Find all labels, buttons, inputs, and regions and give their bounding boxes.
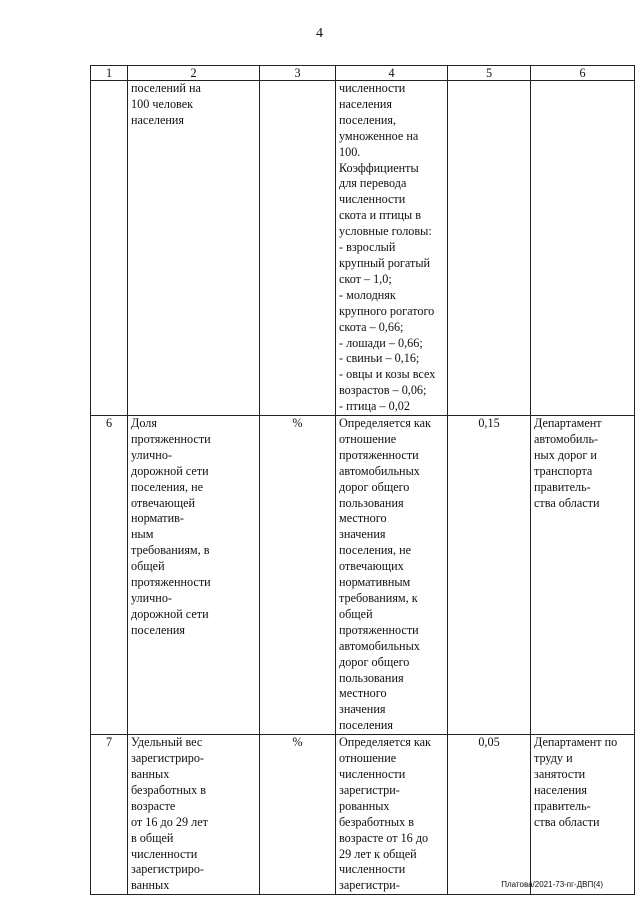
text-line: - овцы и козы всех	[339, 367, 436, 382]
text-line: поселения	[131, 622, 186, 637]
page-number: 4	[316, 26, 323, 41]
text-line: Департамент	[534, 416, 602, 431]
text-line: нормативным	[339, 575, 411, 590]
text-line: - лошади – 0,66;	[339, 335, 423, 350]
text-line: местного	[339, 686, 387, 701]
table-header-row	[91, 66, 635, 81]
text-line: зарегистриро-	[131, 751, 204, 766]
calculation-method	[336, 735, 448, 895]
text-line: населения	[339, 96, 393, 111]
row-number	[91, 81, 128, 416]
text-line: - свиньи – 0,16;	[339, 351, 420, 366]
text-line: численности	[339, 766, 406, 781]
text-line: значения	[339, 527, 386, 542]
text-line: ным	[131, 527, 154, 542]
text-line: улично-	[131, 591, 172, 605]
text-line: ванных	[131, 766, 170, 781]
text-line: условные головы:	[339, 224, 432, 239]
text-line: правитель-	[534, 479, 591, 494]
table-row	[91, 735, 635, 895]
text-line: протяженности	[339, 447, 419, 462]
text-line: населения	[534, 782, 588, 797]
column-header: 2	[128, 66, 260, 81]
text-line: Определяется как	[339, 416, 431, 431]
calculation-method	[336, 416, 448, 735]
value-cell: 0,05	[448, 735, 531, 895]
text-line: занятости	[534, 766, 586, 781]
table-row	[91, 416, 635, 735]
text-line: 100 человек	[131, 96, 194, 111]
text-line: протяженности	[131, 575, 211, 590]
text-line: поселения,	[339, 112, 397, 127]
text-line: в общей	[131, 830, 174, 845]
text-line: общей	[339, 606, 373, 621]
indicator-name	[128, 81, 260, 416]
text-line: отношение	[339, 431, 397, 446]
text-line: численности	[131, 846, 198, 861]
text-line: требованиям, к	[339, 591, 418, 605]
value-cell: 0,15	[448, 416, 531, 735]
text-line: Доля	[131, 416, 157, 431]
text-line: автомобиль-	[534, 431, 599, 446]
text-line: численности	[339, 81, 406, 95]
text-line: дорог общего	[339, 654, 410, 669]
text-line: от 16 до 29 лет	[131, 814, 208, 829]
text-line: ных дорог и	[534, 447, 597, 462]
text-line: правитель-	[534, 798, 591, 813]
unit-cell: %	[260, 735, 336, 895]
text-line: значения	[339, 702, 386, 717]
responsible-body	[531, 81, 635, 416]
text-line: численности	[339, 192, 406, 207]
text-line: поселений на	[131, 81, 201, 95]
column-header: 4	[336, 66, 448, 81]
text-line: - взрослый	[339, 240, 396, 255]
text-line: норматив-	[131, 511, 184, 526]
text-line: Удельный вес	[131, 735, 203, 750]
text-line: требованиям, в	[131, 543, 210, 558]
text-line: рованных	[339, 798, 390, 813]
indicators-table	[90, 65, 635, 895]
responsible-body	[531, 735, 635, 895]
text-line: местного	[339, 511, 387, 526]
column-header: 1	[91, 66, 128, 81]
indicator-name	[128, 416, 260, 735]
row-number: 6	[91, 416, 128, 735]
text-line: скот – 1,0;	[339, 271, 392, 286]
text-line: возрасте от 16 до	[339, 830, 429, 845]
column-header: 3	[260, 66, 336, 81]
text-line: зарегистри-	[339, 878, 400, 893]
unit-cell	[260, 81, 336, 416]
text-line: отношение	[339, 751, 397, 766]
text-line: дорог общего	[339, 479, 410, 494]
text-line: пользования	[339, 670, 404, 685]
text-line: улично-	[131, 447, 172, 462]
text-line: крупный рогатый	[339, 255, 431, 270]
text-line: автомобильных	[339, 638, 420, 653]
unit-cell: %	[260, 416, 336, 735]
text-line: Коэффициенты	[339, 160, 419, 175]
text-line: протяженности	[131, 431, 211, 446]
text-line: безработных в	[131, 782, 206, 797]
text-line: Департамент по	[534, 735, 618, 750]
text-line: зарегистри-	[339, 782, 400, 797]
text-line: Определяется как	[339, 735, 431, 750]
text-line: пользования	[339, 495, 404, 510]
calculation-method	[336, 81, 448, 416]
text-line: - молодняк	[339, 287, 396, 302]
text-line: дорожной сети	[131, 463, 209, 478]
text-line: умноженное на	[339, 128, 419, 143]
indicator-name	[128, 735, 260, 895]
value-cell	[448, 81, 531, 416]
text-line: 29 лет к общей	[339, 846, 417, 861]
column-header: 6	[531, 66, 635, 81]
text-line: отвечающей	[131, 495, 196, 510]
text-line: возрасте	[131, 798, 176, 813]
document-code: Платова/2021-73-пг-ДВП(4)	[501, 880, 603, 889]
text-line: поселения, не	[339, 543, 412, 558]
text-line: общей	[131, 559, 165, 574]
text-line: - птица – 0,02	[339, 399, 410, 414]
text-line: зарегистриро-	[131, 862, 204, 877]
text-line: дорожной сети	[131, 606, 209, 621]
text-line: численности	[339, 862, 406, 877]
text-line: автомобильных	[339, 463, 420, 478]
responsible-body	[531, 416, 635, 735]
text-line: населения	[131, 112, 185, 127]
table-row	[91, 81, 635, 416]
text-line: протяженности	[339, 622, 419, 637]
text-line: поселения	[339, 718, 394, 733]
text-line: ванных	[131, 878, 170, 893]
text-line: 100.	[339, 144, 361, 159]
text-line: труду и	[534, 751, 573, 766]
text-line: поселения, не	[131, 479, 204, 494]
text-line: безработных в	[339, 814, 414, 829]
text-line: скота и птицы в	[339, 208, 422, 223]
text-line: ства области	[534, 495, 600, 510]
text-line: крупного рогатого	[339, 303, 435, 318]
text-line: транспорта	[534, 463, 593, 478]
text-line: отвечающих	[339, 559, 404, 574]
text-line: возрастов – 0,06;	[339, 383, 427, 398]
text-line: скота – 0,66;	[339, 319, 404, 334]
text-line: ства области	[534, 814, 600, 829]
text-line: для перевода	[339, 176, 407, 191]
column-header: 5	[448, 66, 531, 81]
row-number: 7	[91, 735, 128, 895]
